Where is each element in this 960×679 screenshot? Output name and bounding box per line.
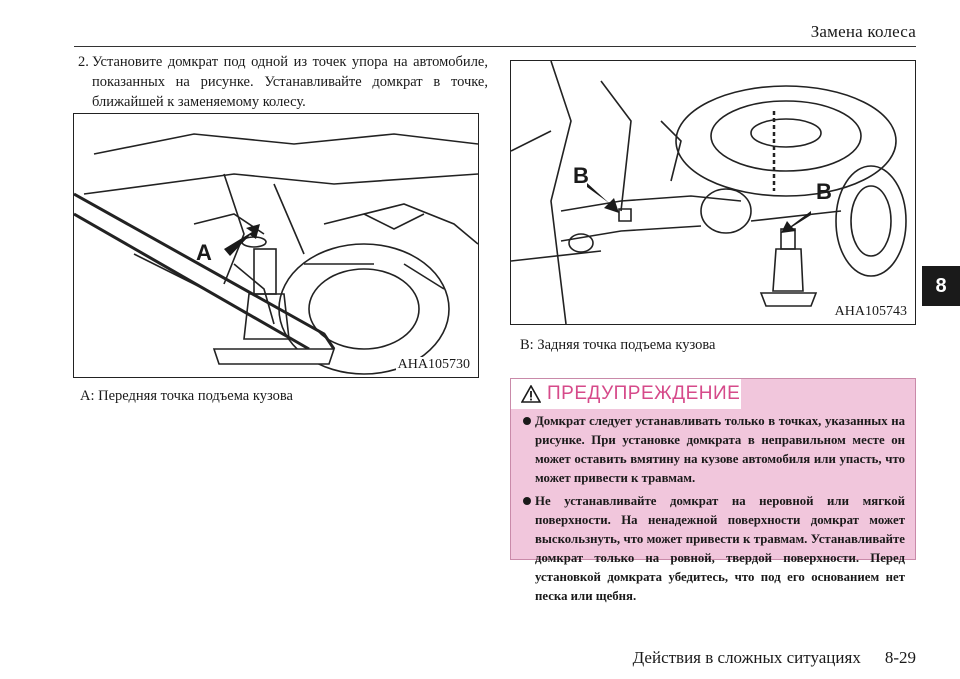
page-number: 8-29 — [884, 648, 916, 667]
warning-box — [510, 378, 916, 603]
warning-item — [523, 412, 905, 488]
warning-header-fill — [741, 379, 915, 409]
warning-title: ПРЕДУПРЕЖДЕНИЕ — [547, 383, 741, 404]
caption-rear-point: B: Задняя точка подъема кузова — [520, 337, 716, 353]
caption-front-point: A: Передняя точка подъема кузова — [80, 388, 293, 404]
warning-triangle-icon — [521, 385, 541, 403]
warning-item-text: Домкрат следует устанавливать только в точках, указанных на рисунке. При установке домкрата в неправильном месте он может оставить вмятину на кузове автомобиля или упасть, что может привести к травмам. — [535, 414, 905, 485]
page-header-title: Замена колеса — [810, 22, 916, 41]
page-footer — [633, 648, 916, 668]
footer-section: Действия в сложных ситуациях — [632, 648, 861, 667]
warning-item-text: Не устанавливайте домкрат на неровной или мягкой поверхности. На ненадежной поверхности домкрат может выскользнуть, что может привести к травмам. Устанавливайте домкрат только на ровной, твердой поверхности. Перед установкой домкрата убедитесь, что под его основанием нет песка или щебня. — [535, 494, 905, 603]
chapter-tab[interactable]: 8 — [922, 266, 960, 306]
rear-jack-illustration — [511, 61, 915, 324]
figure-front-jack-point — [73, 113, 479, 378]
bullet-icon — [523, 417, 531, 425]
step-instruction — [78, 52, 488, 112]
figure-b-code: AHA105743 — [834, 304, 907, 319]
figure-a-code: AHA105730 — [397, 357, 470, 372]
warning-item — [523, 492, 905, 606]
marker-b-left: B — [573, 163, 589, 188]
front-jack-illustration — [74, 114, 478, 377]
marker-a: A — [196, 240, 212, 265]
step-body: Установите домкрат под одной из точек упора на автомобиле, показанных на рисунке. Устанавливайте домкрат в точке, ближайшей к заменяемому колесу. — [92, 54, 488, 110]
figure-rear-jack-point — [510, 60, 916, 325]
warning-list — [523, 412, 905, 610]
header-rule — [74, 46, 916, 47]
step-number: 2. — [78, 54, 89, 70]
warning-header — [511, 379, 741, 409]
marker-b-right: B — [816, 179, 832, 204]
bullet-icon — [523, 497, 531, 505]
